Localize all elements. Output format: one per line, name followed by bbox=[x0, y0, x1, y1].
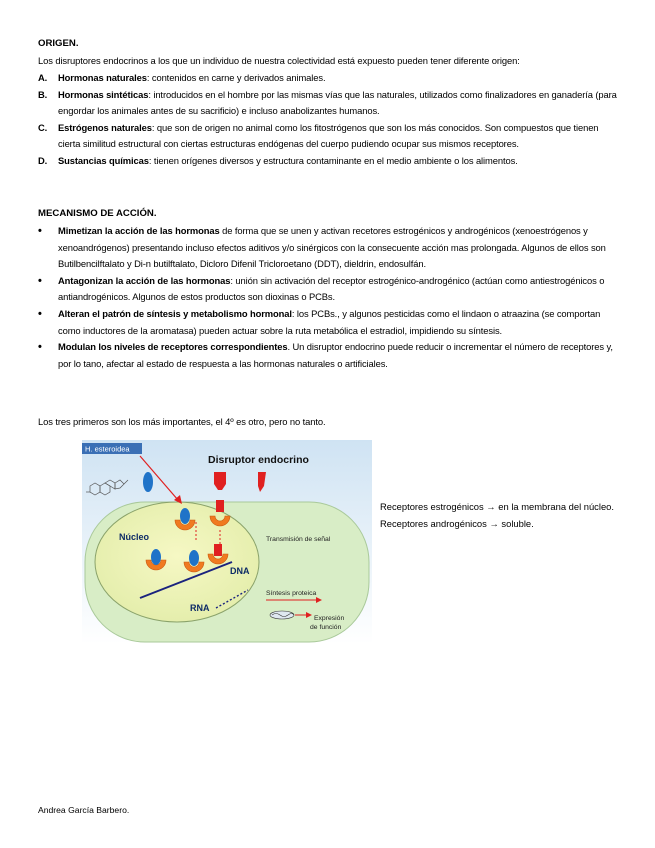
list-item bbox=[38, 339, 618, 372]
list-term: Mimetizan la acción de las hormonas bbox=[58, 225, 220, 236]
side-notes bbox=[380, 498, 620, 532]
list-marker: B. bbox=[38, 88, 48, 100]
list-item bbox=[38, 306, 618, 339]
protein-label: Síntesis proteica bbox=[266, 590, 317, 597]
list-item bbox=[38, 87, 618, 120]
list-term: Hormonas sintéticas bbox=[58, 88, 149, 100]
list-item bbox=[38, 273, 618, 306]
origin-heading: ORIGEN. bbox=[38, 38, 79, 49]
list-term: Estrógenos naturales bbox=[58, 121, 152, 133]
origin-list bbox=[38, 70, 618, 170]
signal-label: Transmisión de señal bbox=[266, 536, 331, 543]
list-marker: • bbox=[38, 225, 42, 237]
mechanism-list bbox=[38, 223, 618, 372]
list-term: Sustancias químicas bbox=[58, 154, 149, 166]
side-note-androgen: Receptores androgénicos → soluble. bbox=[380, 518, 534, 529]
list-item bbox=[38, 223, 618, 273]
list-term: Antagonizan la acción de las hormonas bbox=[58, 274, 231, 286]
rna-label: RNA bbox=[190, 603, 210, 613]
endocrine-disruptor-diagram bbox=[82, 440, 372, 644]
list-marker: C. bbox=[38, 121, 48, 133]
list-marker: A. bbox=[38, 72, 48, 83]
disruptor-label: Disruptor endocrino bbox=[208, 454, 309, 466]
list-item bbox=[38, 120, 618, 153]
mechanism-heading: MECANISMO DE ACCIÓN. bbox=[38, 208, 157, 219]
expression-label-2: de función bbox=[310, 624, 342, 631]
list-marker: • bbox=[38, 341, 42, 354]
list-text: : los PCBs., y algunos pesticidas como el lindaon o atraazina (se comportan como inductores de la aromatasa) pueden actuar sobre la ruta metabólica el estradiol, impidiendo su síntesis. bbox=[58, 307, 601, 336]
steroid-label: H. esteroidea bbox=[85, 444, 130, 454]
footer-author: Andrea García Barbero. bbox=[38, 805, 130, 815]
list-marker: D. bbox=[38, 154, 48, 166]
list-term: Hormonas naturales bbox=[58, 72, 147, 83]
side-note-estrogen: Receptores estrogénicos → en la membrana del núcleo. bbox=[380, 501, 614, 512]
origin-intro: Los disruptores endocrinos a los que un individuo de nuestra colectividad está expuesto pueden tener diferente origen: bbox=[38, 55, 520, 66]
list-text: . Un disruptor endocrino puede reducir o incrementar el número de receptores y, por lo tano, afectar al estado de respuesta a las hormonas naturales o artificiales. bbox=[58, 341, 613, 369]
ribosome-icon bbox=[270, 611, 294, 619]
list-term: Alteran el patrón de síntesis y metabolismo hormonal bbox=[58, 307, 292, 319]
list-text: : unión sin activación del receptor estrogénico-androgénico (actúan como antiestrogénicos o antiandrogénicos. Algunos de estos productos son dioxinas o PCBs. bbox=[58, 274, 605, 303]
nucleus-label: Núcleo bbox=[119, 532, 150, 542]
list-item bbox=[38, 70, 618, 87]
dna-label: DNA bbox=[230, 566, 250, 576]
list-marker: • bbox=[38, 274, 42, 287]
list-text: : contenidos en carne y derivados animales. bbox=[146, 72, 326, 83]
list-term: Modulan los niveles de receptores correspondientes bbox=[58, 341, 288, 353]
mechanism-closing: Los tres primeros son los más importantes, el 4º es otro, pero no tanto. bbox=[38, 416, 326, 427]
expression-label-1: Expresión bbox=[314, 615, 345, 622]
list-item bbox=[38, 153, 618, 170]
list-marker: • bbox=[38, 307, 42, 320]
list-text: : tienen orígenes diversos y estructura contaminante en el medio ambiente o los alimentos. bbox=[148, 154, 518, 166]
list-text: : introducidos en el hombre por las mismas vías que las naturales, utilizados como finalizadores en ganadería (para engordar los animales antes de su sacrificio) e incluso anabolizantes humanos. bbox=[58, 88, 617, 117]
list-text: : que son de origen no animal como los fitostrógenos que son los más conocidos. Son compuestos que tienen cierta similitud estructural con ciertas estructuras endógenas del cuerpo pudiendo ocupar sus mismos receptores. bbox=[58, 121, 599, 150]
list-text: de forma que se unen y activan recetores estrogénicos y androgénicos (xenoestrógenos y xenoandrógenos) presentando incluso efectos aditivos y/o sinérgicos con la consecuente acción mas prolongada. Algunos de ellos son Butilbencilftalato y Di-n butilftalato, Dicloro Difenil Tricloroetano (DDT), dieldrin, endosulfán. bbox=[58, 225, 606, 270]
hormone-shape bbox=[143, 472, 153, 492]
